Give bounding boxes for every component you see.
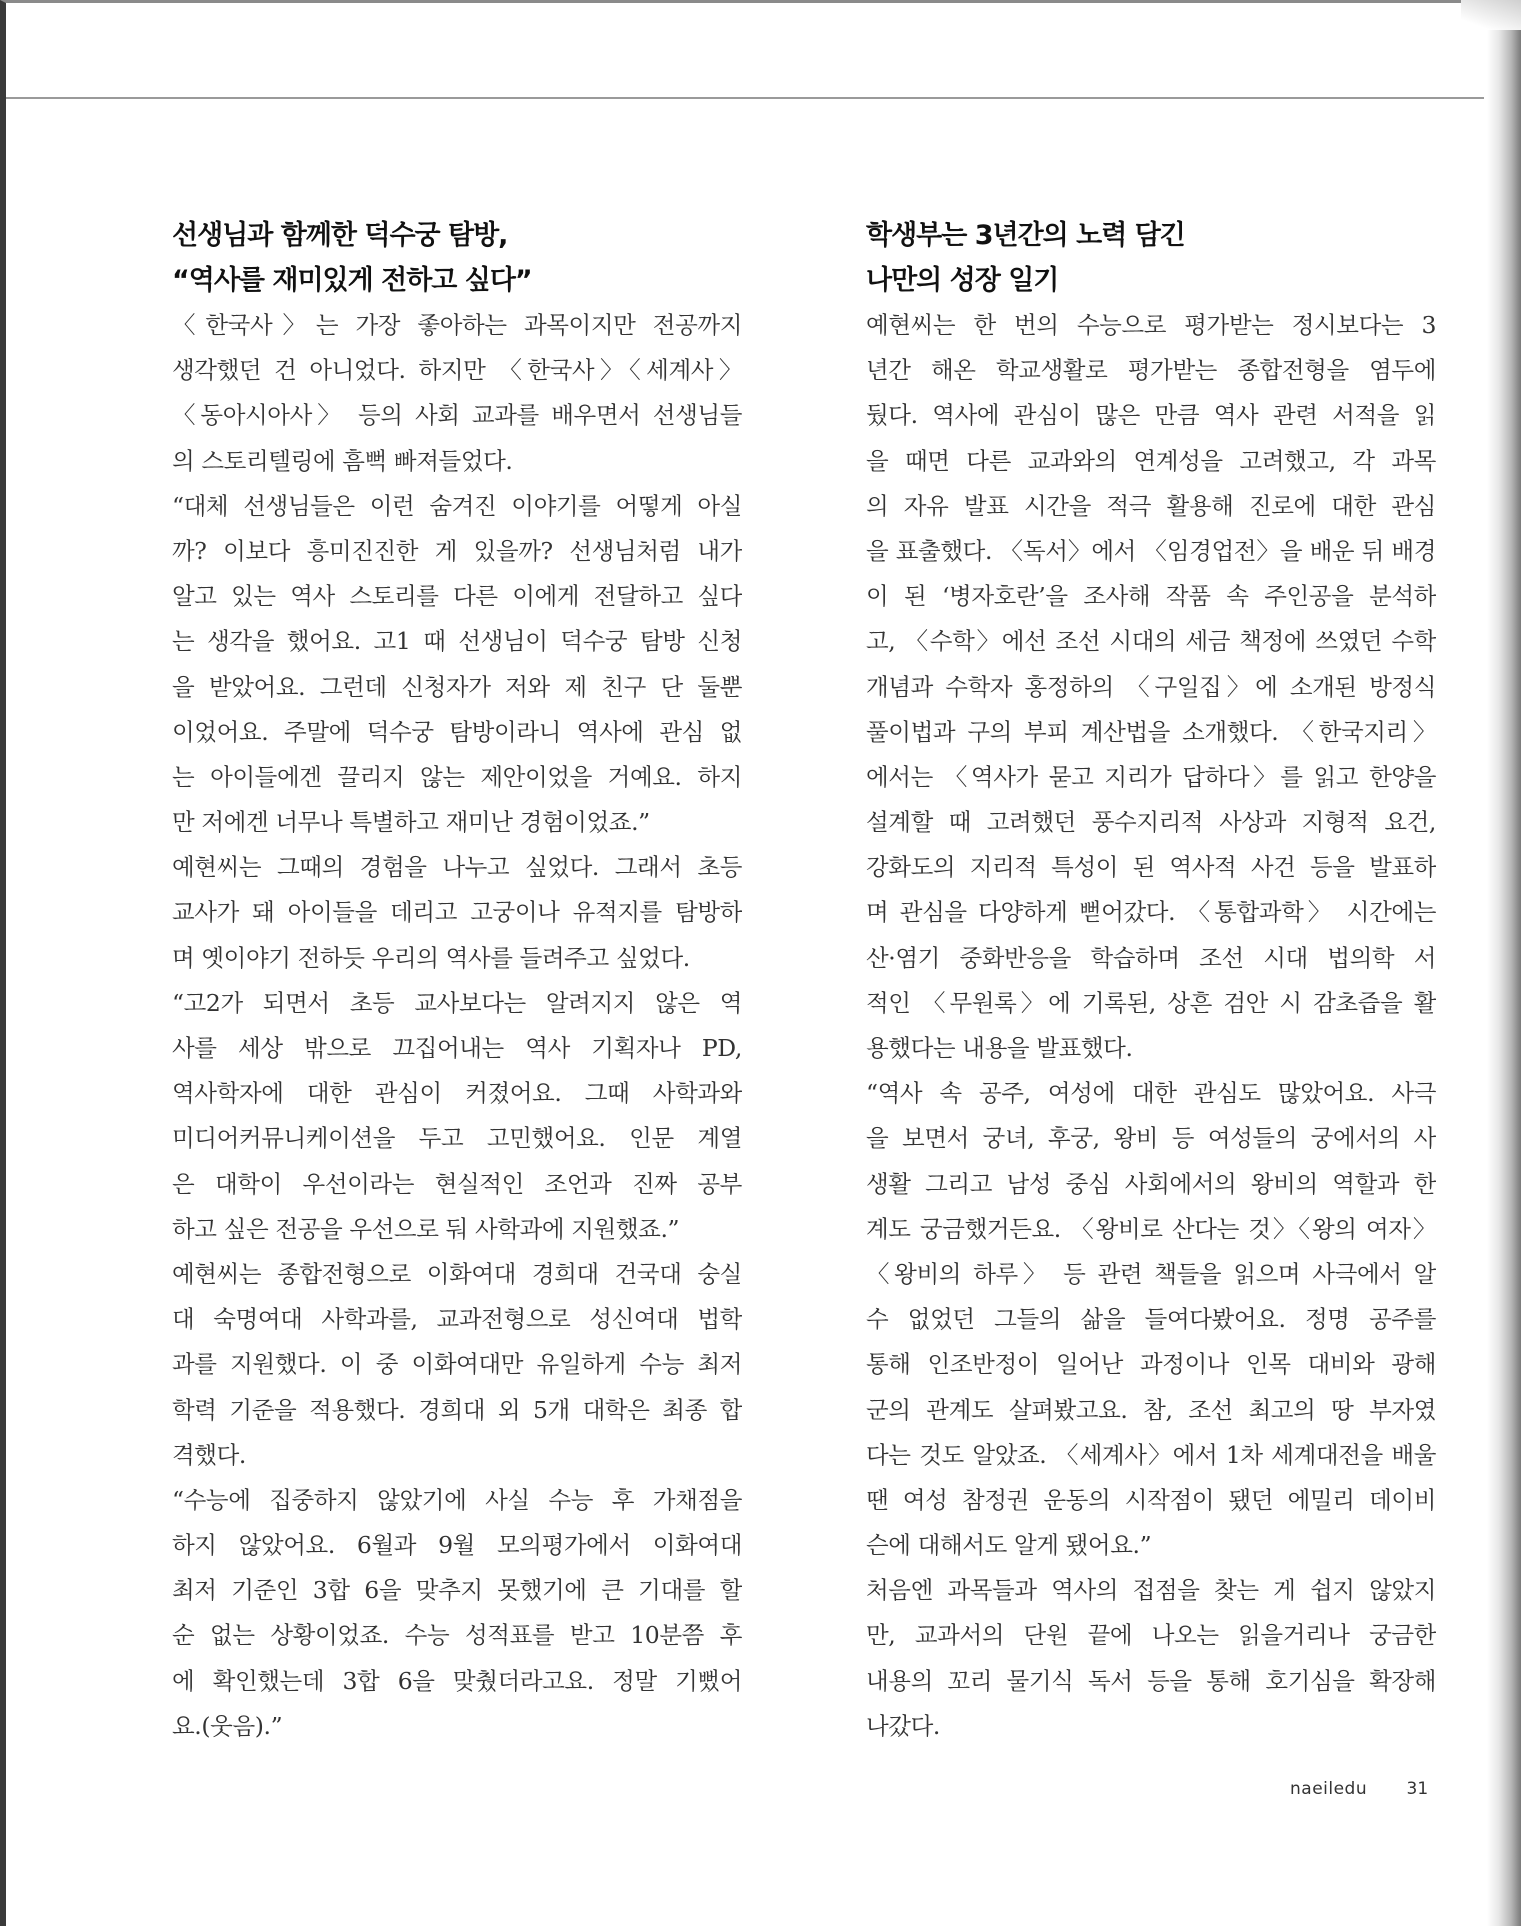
text-line: 생각했던 건 아니었다. 하지만 〈한국사〉〈세계사〉 [172, 356, 742, 385]
text-line: 고, 〈수학〉에선 조선 시대의 세금 책정에 쓰였던 수학 [866, 627, 1436, 656]
text-line: 순 없는 상황이었죠. 수능 성적표를 받고 10분쯤 후 [172, 1621, 742, 1650]
text-line: 나갔다. [866, 1711, 940, 1740]
page-footer [1290, 1779, 1428, 1799]
text-line: 만 저에겐 너무나 특별하고 재미난 경험이었죠.” [172, 808, 650, 837]
text-line: “대체 선생님들은 이런 숨겨진 이야기를 어떻게 아실 [172, 491, 742, 520]
text-line: 교사가 돼 아이들을 데리고 고궁이나 유적지를 탐방하 [172, 898, 742, 927]
text-line: 생활 그리고 남성 중심 사회에서의 왕비의 역할과 한 [866, 1169, 1436, 1198]
right-body-text [866, 303, 1436, 1749]
text-line: 에 확인했는데 3합 6을 맞췄더라고요. 정말 기뻤어 [172, 1666, 742, 1695]
text-line: 며 관심을 다양하게 뻗어갔다. 〈통합과학〉 시간에는 [866, 898, 1436, 927]
text-line: 과를 지원했다. 이 중 이화여대만 유일하게 수능 최저 [172, 1350, 742, 1379]
text-line: 적인 〈무원록〉에 기록된, 상흔 검안 시 감초즙을 활 [866, 988, 1436, 1017]
text-line: 사를 세상 밖으로 끄집어내는 역사 기획자나 PD, [172, 1034, 742, 1062]
text-line: 최저 기준인 3합 6을 맞추지 못했기에 큰 기대를 할 [172, 1576, 742, 1605]
text-line: 학력 기준을 적용했다. 경희대 외 5개 대학은 최종 합 [172, 1395, 742, 1424]
text-line: 다는 것도 알았죠. 〈세계사〉에서 1차 세계대전을 배울 [866, 1440, 1436, 1469]
left-heading-line: “역사를 재미있게 전하고 싶다” [172, 265, 532, 296]
header-rule [6, 97, 1484, 99]
text-line: 이었어요. 주말에 덕수궁 탐방이라니 역사에 관심 없 [172, 717, 742, 746]
text-line: 요.(웃음).” [172, 1711, 283, 1740]
right-heading-line: 나만의 성장 일기 [866, 265, 1059, 296]
text-line: 만, 교과서의 단원 끝에 나오는 읽을거리나 궁금한 [866, 1621, 1436, 1650]
text-line: 개념과 수학자 홍정하의 〈구일집〉에 소개된 방정식 [866, 672, 1436, 701]
text-line: 뒀다. 역사에 관심이 많은 만큼 역사 관련 서적을 읽 [866, 401, 1436, 430]
text-line: 까? 이보다 흥미진진한 게 있을까? 선생님처럼 내가 [172, 536, 742, 565]
text-line: 〈왕비의 하루〉 등 관련 책들을 읽으며 사극에서 알 [866, 1259, 1436, 1288]
text-line: 는 생각을 했어요. 고1 때 선생님이 덕수궁 탐방 신청 [172, 627, 742, 656]
text-line: 며 옛이야기 전하듯 우리의 역사를 들려주고 싶었다. [172, 943, 690, 972]
text-line: 슨에 대해서도 알게 됐어요.” [866, 1531, 1152, 1560]
text-line: 역사학자에 대한 관심이 커졌어요. 그때 사학과와 [172, 1079, 742, 1108]
text-line: 산·염기 중화반응을 학습하며 조선 시대 법의학 서 [866, 943, 1436, 972]
page-fold-corner [1461, 0, 1521, 30]
text-line: 을 때면 다른 교과와의 연계성을 고려했고, 각 과목 [866, 446, 1436, 475]
right-heading-line: 학생부는 3년간의 노력 담긴 [866, 220, 1185, 251]
text-line: 알고 있는 역사 스토리를 다른 이에게 전달하고 싶다 [172, 582, 742, 611]
page-fold-edge [1487, 0, 1521, 1926]
text-line: “수능에 집중하지 않았기에 사실 수능 후 가채점을 [172, 1485, 742, 1514]
text-line: 하고 싶은 전공을 우선으로 둬 사학과에 지원했죠.” [172, 1214, 680, 1243]
page-number: 31 [1406, 1779, 1429, 1799]
text-line: “고2가 되면서 초등 교사보다는 알려지지 않은 역 [172, 988, 742, 1017]
text-line: 는 아이들에겐 끌리지 않는 제안이었을 거예요. 하지 [172, 762, 742, 791]
left-heading [172, 213, 742, 303]
text-line: 의 스토리텔링에 흠뻑 빠져들었다. [172, 446, 513, 475]
text-line: 대 숙명여대 사학과를, 교과전형으로 성신여대 법학 [172, 1305, 742, 1334]
left-body-text [172, 303, 742, 1749]
text-line: 수 없었던 그들의 삶을 들여다봤어요. 정명 공주를 [866, 1305, 1436, 1334]
text-line: 〈동아시아사〉 등의 사회 교과를 배우면서 선생님들 [172, 401, 742, 430]
text-line: 예현씨는 그때의 경험을 나누고 싶었다. 그래서 초등 [172, 853, 742, 882]
right-heading [866, 213, 1436, 303]
footer-site-name: naeiledu [1290, 1779, 1368, 1799]
text-line: 설계할 때 고려했던 풍수지리적 사상과 지형적 요건, [866, 808, 1436, 837]
text-line: 용했다는 내용을 발표했다. [866, 1034, 1133, 1062]
text-line: 격했다. [172, 1440, 246, 1469]
text-line: 에서는 〈역사가 묻고 지리가 답하다〉를 읽고 한양을 [866, 762, 1436, 791]
text-line: 을 표출했다. 〈독서〉에서 〈임경업전〉을 배운 뒤 배경 [866, 536, 1436, 565]
text-line: 을 받았어요. 그런데 신청자가 저와 제 친구 단 둘뿐 [172, 672, 742, 701]
text-line: 풀이법과 구의 부피 계산법을 소개했다. 〈한국지리〉 [866, 717, 1436, 746]
text-line: 의 자유 발표 시간을 적극 활용해 진로에 대한 관심 [866, 491, 1436, 520]
text-line: 〈한국사〉는 가장 좋아하는 과목이지만 전공까지 [172, 311, 742, 339]
text-line: 예현씨는 한 번의 수능으로 평가받는 정시보다는 3 [866, 311, 1436, 339]
text-line: 처음엔 과목들과 역사의 접점을 찾는 게 쉽지 않았지 [866, 1576, 1436, 1605]
right-column [866, 213, 1436, 1749]
text-line: 땐 여성 참정권 운동의 시작점이 됐던 에밀리 데이비 [866, 1485, 1436, 1514]
text-line: 내용의 꼬리 물기식 독서 등을 통해 호기심을 확장해 [866, 1666, 1436, 1695]
text-line: 예현씨는 종합전형으로 이화여대 경희대 건국대 숭실 [172, 1259, 742, 1288]
text-line: 하지 않았어요. 6월과 9월 모의평가에서 이화여대 [172, 1531, 742, 1560]
text-line: “역사 속 공주, 여성에 대한 관심도 많았어요. 사극 [866, 1079, 1436, 1108]
text-line: 계도 궁금했거든요. 〈왕비로 산다는 것〉〈왕의 여자〉 [866, 1214, 1436, 1243]
text-line: 년간 해온 학교생활로 평가받는 종합전형을 염두에 [866, 356, 1436, 385]
text-line: 은 대학이 우선이라는 현실적인 조언과 진짜 공부 [172, 1169, 742, 1198]
left-heading-line: 선생님과 함께한 덕수궁 탐방, [172, 220, 508, 251]
left-column [172, 213, 742, 1749]
text-line: 통해 인조반정이 일어난 과정이나 인목 대비와 광해 [866, 1350, 1436, 1379]
text-line: 군의 관계도 살펴봤고요. 참, 조선 최고의 땅 부자였 [866, 1395, 1436, 1424]
text-line: 강화도의 지리적 특성이 된 역사적 사건 등을 발표하 [866, 853, 1436, 882]
text-line: 을 보면서 궁녀, 후궁, 왕비 등 여성들의 궁에서의 사 [866, 1124, 1436, 1153]
text-line: 이 된 ‘병자호란’을 조사해 작품 속 주인공을 분석하 [866, 582, 1436, 611]
text-line: 미디어커뮤니케이션을 두고 고민했어요. 인문 계열 [172, 1124, 742, 1153]
